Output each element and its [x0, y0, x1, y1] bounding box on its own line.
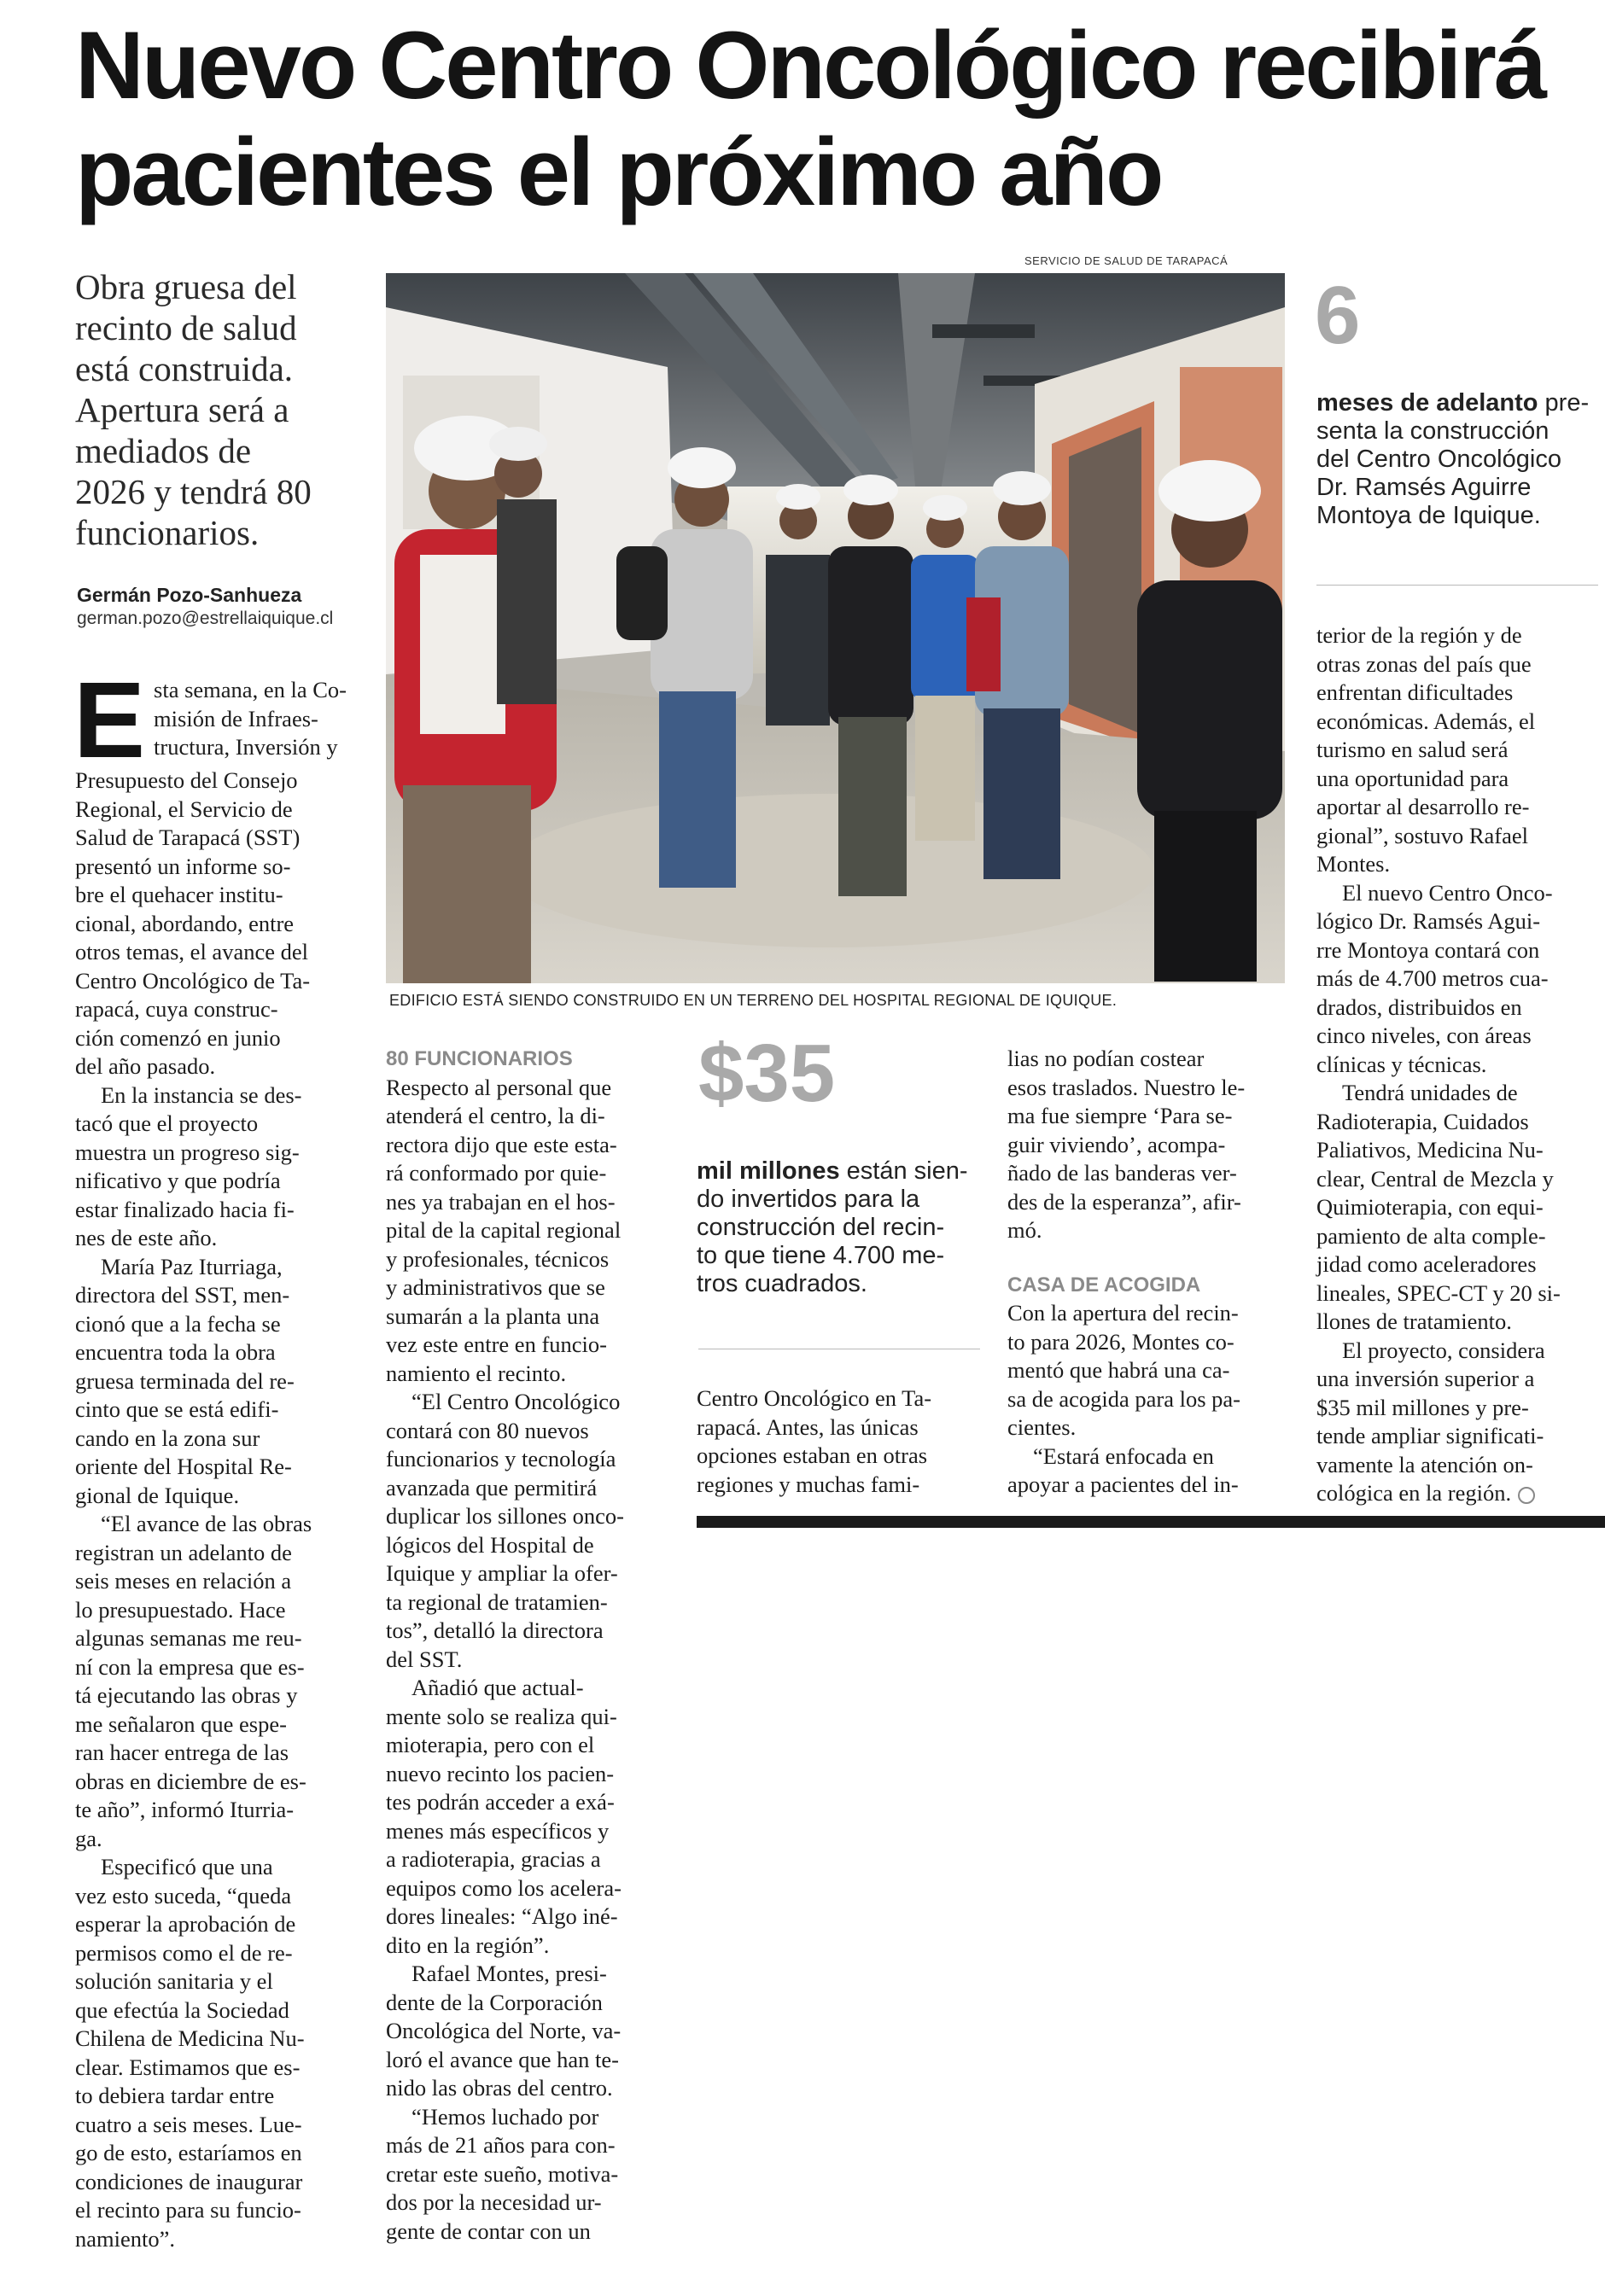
text-line: terior de la región y de — [1316, 622, 1522, 648]
lead-line: mediados de — [75, 431, 252, 470]
text-line: que efectúa la Sociedad — [75, 1996, 289, 2023]
lead-line: Apertura será a — [75, 390, 289, 429]
text-line: otras zonas del país que — [1316, 650, 1532, 677]
text-line: ga. — [75, 1825, 102, 1851]
text-line: nificativo y que podría — [75, 1168, 281, 1193]
text-line: menes más específicos y — [386, 1817, 610, 1844]
text-line: lineales, SPEC-CT y 20 si- — [1316, 1279, 1561, 1306]
column-5-lines — [1316, 621, 1598, 1508]
text-line: tos”, detalló la directora — [386, 1617, 604, 1643]
text-line: lias no podían costear — [1007, 1046, 1205, 1071]
text-line: seis meses en relación a — [75, 1568, 292, 1594]
stat-number-35: $35 — [698, 1028, 836, 1119]
text-line: “El Centro Oncológico — [411, 1389, 621, 1414]
text-line: nes ya trabajan en el hos- — [386, 1188, 616, 1215]
stat-highlight: meses de adelanto — [1316, 389, 1538, 417]
text-line: llones de tratamiento. — [1316, 1308, 1512, 1334]
text-line: to para 2026, Montes co- — [1007, 1328, 1234, 1355]
text-line: vez esto suceda, “queda — [75, 1882, 292, 1908]
text-line: cinto que se está edifi- — [75, 1396, 279, 1422]
text-line: cionó que a la fecha se — [75, 1310, 281, 1337]
text-line: namiento el recinto. — [386, 1360, 567, 1386]
text-line: $35 mil millones y pre- — [1316, 1394, 1529, 1420]
text-line: más de 4.700 metros cua- — [1316, 965, 1549, 991]
text-line: dito en la región”. — [386, 1932, 550, 1958]
text-line: misión de Infraes- — [154, 705, 318, 731]
text-line: apoyar a pacientes del in- — [1007, 1471, 1239, 1497]
text-line: una oportunidad para — [1316, 765, 1509, 791]
text-line: dente de la Corporación — [386, 1989, 603, 2015]
text-line: muestra un progreso sig- — [75, 1139, 300, 1165]
text-line: encuentra toda la obra — [75, 1339, 276, 1365]
text-line: clínicas y técnicas. — [1316, 1051, 1487, 1077]
text-line: una inversión superior a — [1316, 1366, 1535, 1391]
text-line: Quimioterapia, con equi- — [1316, 1194, 1544, 1220]
text-line: presentó un informe so- — [75, 853, 291, 879]
text-line: equipos como los acelera- — [386, 1874, 622, 1901]
text-line: Especificó que una — [101, 1854, 273, 1879]
text-line: ta regional de tratamien- — [386, 1588, 608, 1615]
text-line: Radioterapia, Cuidados — [1316, 1108, 1529, 1134]
text-line: tacó que el proyecto — [75, 1110, 259, 1136]
text-line: Centro Oncológico de Ta- — [75, 967, 311, 994]
text-line: esos traslados. Nuestro le- — [1007, 1074, 1246, 1100]
text-line: esperar la aprobación de — [75, 1911, 296, 1937]
text-line: guir viviendo’, acompa- — [1007, 1131, 1226, 1157]
text-line: cional, abordando, entre — [75, 910, 295, 936]
text-line: sta semana, en la Co- — [154, 677, 347, 702]
text-line: y administrativos que se — [386, 1274, 605, 1300]
text-line: opciones estaban en otras — [697, 1442, 928, 1468]
article-column-2 — [386, 1045, 664, 2246]
text-line: mó. — [1007, 1217, 1042, 1243]
text-line: estar finalizado hacia fi- — [75, 1196, 295, 1222]
text-line: sumarán a la planta una — [386, 1302, 600, 1329]
text-line: Oncológica del Norte, va- — [386, 2018, 622, 2043]
text-line: el recinto para su funcio- — [75, 2197, 301, 2223]
stat-text: to que tiene 4.700 me- — [697, 1242, 945, 1269]
text-line: Regional, el Servicio de — [75, 795, 293, 822]
column-1-lines — [75, 766, 355, 2253]
text-line: Tendrá unidades de — [1342, 1080, 1518, 1105]
article-column-3 — [697, 1384, 978, 1499]
end-of-article-icon — [1518, 1487, 1535, 1504]
text-line: tende ampliar significati- — [1316, 1423, 1544, 1448]
article-end-rule — [697, 1516, 1605, 1528]
text-line: gional de Iquique. — [75, 1482, 240, 1508]
text-line: económicas. Además, el — [1316, 708, 1536, 734]
text-line: Rafael Montes, presi- — [411, 1961, 607, 1986]
text-line: loró el avance que han te- — [386, 2046, 619, 2072]
text-line: otros temas, el avance del — [75, 939, 308, 964]
text-line: pital de la capital regional — [386, 1217, 622, 1243]
text-line: jidad como aceleradores — [1316, 1251, 1537, 1277]
text-line: nes de este año. — [75, 1225, 218, 1250]
article-lead — [75, 266, 376, 553]
text-line: rectora dijo que este esta- — [386, 1131, 617, 1157]
text-line: lógicos del Hospital de — [386, 1531, 594, 1558]
lead-line: Obra gruesa del — [75, 267, 297, 306]
column-2-lines — [386, 1074, 664, 2246]
text-line: atenderá el centro, la di- — [386, 1103, 605, 1128]
stat-text: construcción del recin- — [697, 1214, 945, 1241]
text-line: tá ejecutando las obras y — [75, 1682, 298, 1708]
text-line: Respecto al personal que — [386, 1074, 612, 1100]
text-line: obras en diciembre de es- — [75, 1768, 306, 1794]
drop-cap: E — [73, 660, 146, 780]
subhead: CASA DE ACOGIDA — [1007, 1273, 1201, 1297]
text-line: dos por la necesidad ur- — [386, 2189, 602, 2215]
text-line: gional”, sostuvo Rafael — [1316, 822, 1529, 848]
text-line: vez este entre en funcio- — [386, 1332, 607, 1357]
stat-text: Dr. Ramsés Aguirre — [1316, 474, 1532, 501]
text-line: go de esto, estaríamos en — [75, 2140, 302, 2165]
text-line: te año”, informó Iturria- — [75, 1797, 295, 1822]
lead-line: recinto de salud — [75, 308, 297, 347]
text-line: Presupuesto del Consejo — [75, 767, 298, 793]
text-line: regiones y muchas fami- — [697, 1471, 920, 1497]
text-line: Montes. — [1316, 851, 1391, 877]
text-line: del año pasado. — [75, 1053, 216, 1079]
text-line: bre el quehacer institu- — [75, 882, 283, 907]
byline-author: Germán Pozo-Sanhueza — [77, 584, 302, 606]
text-line: ní con la empresa que es- — [75, 1653, 305, 1680]
text-line: permisos como el de re- — [75, 1939, 293, 1966]
text-line: cológica en la región. — [1316, 1480, 1512, 1506]
stat-text: pre- — [1538, 389, 1590, 417]
text-line: María Paz Iturriaga, — [101, 1253, 283, 1279]
text-line: drados, distribuidos en — [1316, 994, 1522, 1020]
text-line: ma fue siempre ‘Para se- — [1007, 1103, 1233, 1128]
text-line: El proyecto, considera — [1342, 1337, 1545, 1363]
text-line: cientes. — [1007, 1414, 1077, 1440]
text-line: mentó que habrá una ca- — [1007, 1357, 1230, 1383]
text-line: namiento”. — [75, 2225, 175, 2252]
article-column-5 — [1316, 621, 1598, 1508]
text-line: to debiera tardar entre — [75, 2083, 275, 2108]
text-line: rá conformado por quie- — [386, 1160, 607, 1186]
text-line: rapacá. Antes, las únicas — [697, 1413, 919, 1440]
text-line: condiciones de inaugurar — [75, 2168, 303, 2194]
text-line: “Estará enfocada en — [1033, 1442, 1214, 1469]
text-line: nido las obras del centro. — [386, 2075, 613, 2101]
stat-text: están sien- — [839, 1157, 968, 1185]
photo-caption: EDIFICIO ESTÁ SIENDO CONSTRUIDO EN UN TERRENO DEL HOSPITAL REGIONAL DE IQUIQUE. — [389, 992, 1118, 1009]
text-line: avanzada que permitirá — [386, 1474, 598, 1501]
text-line: gente de contar con un — [386, 2217, 591, 2244]
stat-text: del Centro Oncológico — [1316, 446, 1561, 473]
text-line: contará con 80 nuevos — [386, 1417, 589, 1443]
text-line: rre Montoya contará con — [1316, 936, 1540, 963]
lead-line: 2026 y tendrá 80 — [75, 472, 312, 511]
text-line: sa de acogida para los pa- — [1007, 1385, 1240, 1412]
text-line: Chilena de Medicina Nu- — [75, 2025, 305, 2051]
headline-line: pacientes el próximo año — [75, 119, 1162, 225]
byline-email: german.pozo@estrellaiquique.cl — [77, 609, 334, 628]
subhead: 80 FUNCIONARIOS — [386, 1047, 573, 1070]
headline-line: Nuevo Centro Oncológico recibirá — [75, 12, 1545, 119]
text-line: des de la esperanza”, afir- — [1007, 1188, 1241, 1215]
text-line: cando en la zona sur — [75, 1425, 260, 1451]
text-line: cinco niveles, con áreas — [1316, 1023, 1532, 1048]
text-line: cretar este sueño, motiva- — [386, 2160, 619, 2187]
divider — [1316, 585, 1598, 586]
stat-callout-6 — [1316, 389, 1605, 530]
text-line: “Hemos luchado por — [411, 2103, 599, 2130]
stat-text: do invertidos para la — [697, 1186, 920, 1213]
text-line: Iquique y ampliar la ofer- — [386, 1560, 618, 1586]
lead-line: funcionarios. — [75, 513, 260, 552]
stat-text: senta la construcción — [1316, 417, 1550, 445]
text-line: a radioterapia, gracias a — [386, 1846, 601, 1872]
column-3-lines — [697, 1384, 978, 1499]
stat-text: Montoya de Iquique. — [1316, 502, 1541, 529]
text-line: clear, Central de Mezcla y — [1316, 1165, 1554, 1192]
text-line: cuatro a seis meses. Lue- — [75, 2111, 302, 2137]
text-line: rapacá, cuya construc- — [75, 996, 278, 1022]
text-line: tructura, Inversión y — [154, 734, 338, 760]
text-line: funcionarios y tecnología — [386, 1446, 616, 1471]
stat-text: tros cuadrados. — [697, 1270, 867, 1297]
text-line: aportar al desarrollo re- — [1316, 794, 1530, 819]
text-line: Añadió que actual- — [411, 1675, 584, 1700]
text-line: tes podrán acceder a exá- — [386, 1789, 615, 1815]
text-line: oriente del Hospital Re- — [75, 1454, 292, 1479]
text-line: clear. Estimamos que es- — [75, 2054, 301, 2080]
text-line: nuevo recinto los pacien- — [386, 1760, 615, 1786]
text-line: ran hacer entrega de las — [75, 1739, 289, 1765]
text-line: Paliativos, Medicina Nu- — [1316, 1137, 1544, 1163]
stat-highlight: mil millones — [697, 1157, 840, 1185]
text-line: vamente la atención on- — [1316, 1451, 1533, 1477]
text-line: enfrentan dificultades — [1316, 679, 1514, 705]
text-line: turismo en salud será — [1316, 737, 1509, 762]
text-line: dores lineales: “Algo iné- — [386, 1903, 618, 1929]
column-4-lines — [1007, 1045, 1286, 1245]
column-4-lines — [1007, 1299, 1286, 1500]
lead-line: está construida. — [75, 349, 294, 388]
text-line: Con la apertura del recin- — [1007, 1300, 1239, 1326]
text-line: lo presupuestado. Hace — [75, 1596, 286, 1623]
text-line: me señalaron que espe- — [75, 1710, 287, 1737]
text-line: El nuevo Centro Onco- — [1342, 879, 1553, 906]
text-line: ción comenzó en junio — [75, 1024, 281, 1051]
text-line: lógico Dr. Ramsés Agui- — [1316, 908, 1541, 934]
text-line: “El avance de las obras — [101, 1511, 312, 1536]
text-line: directora del SST, men- — [75, 1282, 290, 1308]
article-headline — [75, 12, 1595, 225]
text-line: gruesa terminada del re- — [75, 1367, 295, 1394]
article-column-1 — [73, 660, 355, 2253]
text-line: del SST. — [386, 1646, 463, 1672]
text-line: mioterapia, pero con el — [386, 1732, 595, 1757]
text-line: registran un adelanto de — [75, 1539, 292, 1565]
text-line: En la instancia se des- — [101, 1081, 302, 1108]
stat-number-6: 6 — [1315, 270, 1361, 361]
photo-credit: SERVICIO DE SALUD DE TARAPACÁ — [1024, 254, 1229, 267]
text-line: ñado de las banderas ver- — [1007, 1160, 1237, 1186]
article-column-4 — [1007, 1045, 1286, 1500]
text-line: algunas semanas me reu- — [75, 1625, 302, 1651]
text-line: Salud de Tarapacá (SST) — [75, 825, 301, 850]
text-line: pamiento de alta comple- — [1316, 1222, 1546, 1249]
text-line: solución sanitaria y el — [75, 1968, 273, 1994]
construction-site-photo — [386, 273, 1285, 983]
stat-callout-35 — [697, 1157, 987, 1298]
text-line: más de 21 años para con- — [386, 2132, 616, 2158]
text-line: Centro Oncológico en Ta- — [697, 1385, 932, 1411]
text-line: mente solo se realiza qui- — [386, 1703, 617, 1729]
text-line: duplicar los sillones onco- — [386, 1503, 624, 1529]
text-line: y profesionales, técnicos — [386, 1245, 610, 1272]
